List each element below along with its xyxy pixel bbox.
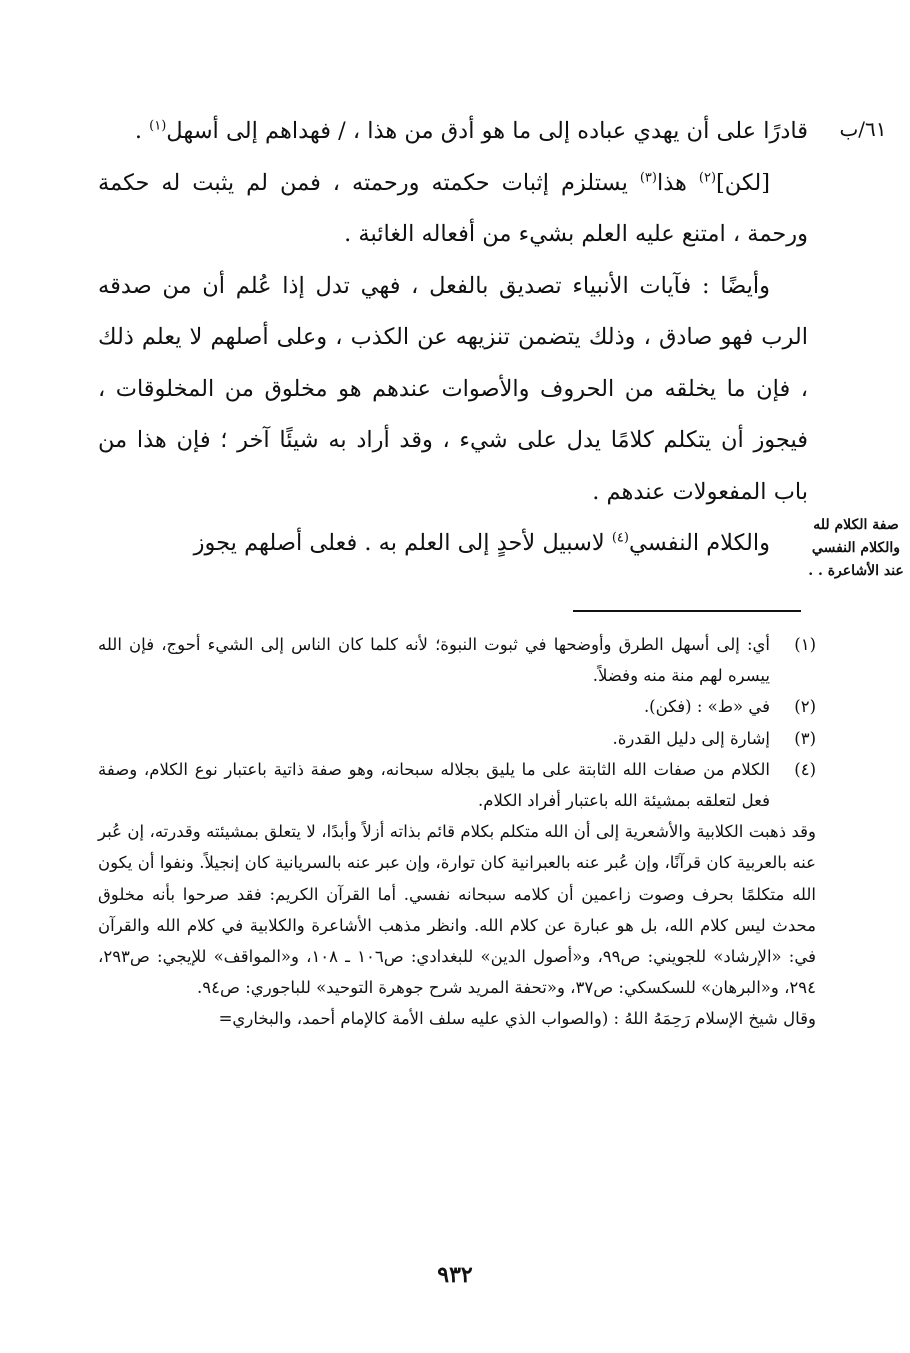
footnote-4 — [98, 754, 816, 816]
margin-heading: صفة الكلام لله والكلام النفسي عند الأشاعرة . . — [808, 517, 904, 579]
footnote-4-continuation: وقد ذهبت الكلابية والأشعرية إلى أن الله متكلم بكلام قائم بذاته أزلاً وأبدًا، لا يتعلق بمشيئته وقدرته، إن عُبر عنه بالعربية كان قرآنًا، وإن عُبر عنه بالعبرانية كان توارة، وإن عبر عنه بالسريانية كان إنجيلاً. ونفوا أن يكون الله متكلمًا بحرف وصوت زاعمين أن كلامه سبحانه نفسي. أما القرآن الكريم: فقد صرحوا بأنه مخلوق محدث ليس كلام الله، بل هو عبارة عن كلام الله. وانظر مذهب الأشاعرة والكلابية في كلام الله والقرآن في: «الإرشاد» للجويني: ص٩٩، و«أصول الدين» للبغدادي: ص١٠٦ ـ ١٠٨، و«المواقف» للإيجي: ص٢٩٣، ٢٩٤، و«البرهان» للسكسكي: ص٣٧، و«تحفة المريد شرح جوهرة التوحيد» للباجوري: ص٩٤. — [98, 822, 816, 998]
footnote-text: أي: إلى أسهل الطرق وأوضحها في ثبوت النبوة؛ لأنه كلما كان الناس إلى الشيء أحوج، فإن الله ييسره لهم منة منه وفضلاً. — [98, 635, 770, 686]
footnote-text: إشارة إلى دليل القدرة. — [612, 728, 770, 748]
page-number: ٩٣٢ — [437, 1262, 473, 1288]
footnote-number: (٢) — [794, 697, 816, 717]
paragraph-3: وأيضًا : فآيات الأنبياء تصديق بالفعل ، فهي تدل إذا عُلم أن من صدقه الرب فهو صادق ، وذلك يتضمن تنزيهه عن الكذب ، وعلى أصلهم لا يعلم ذلك ، فإن ما يخلقه من الحروف والأصوات عندهم هو مخلوق من المخلوقات ، فيجوز أن يتكلم كلامًا يدل على شيء ، وقد أراد به شيئًا آخر ؛ فإن هذا من باب المفعولات عندهم . — [98, 272, 808, 505]
footnote-ref-4[interactable]: (٤) — [611, 530, 629, 546]
footnote-ref-2[interactable]: (٢) — [698, 170, 717, 185]
footnote-1 — [98, 629, 816, 691]
paragraph-1: قادرًا على أن يهدي عباده إلى ما هو أدق من هذا ، / فهداهم إلى أسهل$^{(١)}$ . — [134, 118, 808, 144]
footnote-separator — [573, 610, 801, 612]
footnote-text: الكلام من صفات الله الثابتة على ما يليق بجلاله سبحانه، وهو صفة ذاتية باعتبار نوع الكلام، وصفة فعل لتعلقه بمشيئة الله باعتبار أفراد الكلام. — [98, 759, 770, 811]
footnote-number: (٤) — [794, 759, 816, 779]
footnote-ref-1[interactable]: (١) — [149, 118, 167, 134]
main-text — [98, 106, 808, 570]
paragraph-4: والكلام النفسي$^{(٤)}$ لاسبيل لأحدٍ إلى العلم به . فعلى أصلهم يجوز — [193, 530, 770, 556]
footnote-4-quote: وقال شيخ الإسلام رَحِمَهُ اللهُ : (والصواب الذي عليه سلف الأمة كالإمام أحمد، والبخاري= — [218, 1009, 816, 1029]
folio-reference: ٦١/ب — [839, 117, 887, 141]
footnote-number: (١) — [794, 635, 816, 654]
footnote-text: في «ط» : (فكن). — [643, 697, 770, 717]
footnote-2 — [98, 691, 816, 722]
footnote-number: (٣) — [794, 728, 816, 748]
paragraph-2: [لكن]$^{(٢)}$ هذا$^{(٣)}$ يستلزم إثبات حكمته ورحمته ، فمن لم يثبت له حكمة ورحمة ، امتنع عليه العلم بشيء من أفعاله الغائبة . — [98, 169, 808, 247]
footnote-ref-3[interactable]: (٣) — [639, 170, 657, 185]
footnotes — [98, 629, 816, 1035]
footnote-3 — [98, 723, 816, 754]
